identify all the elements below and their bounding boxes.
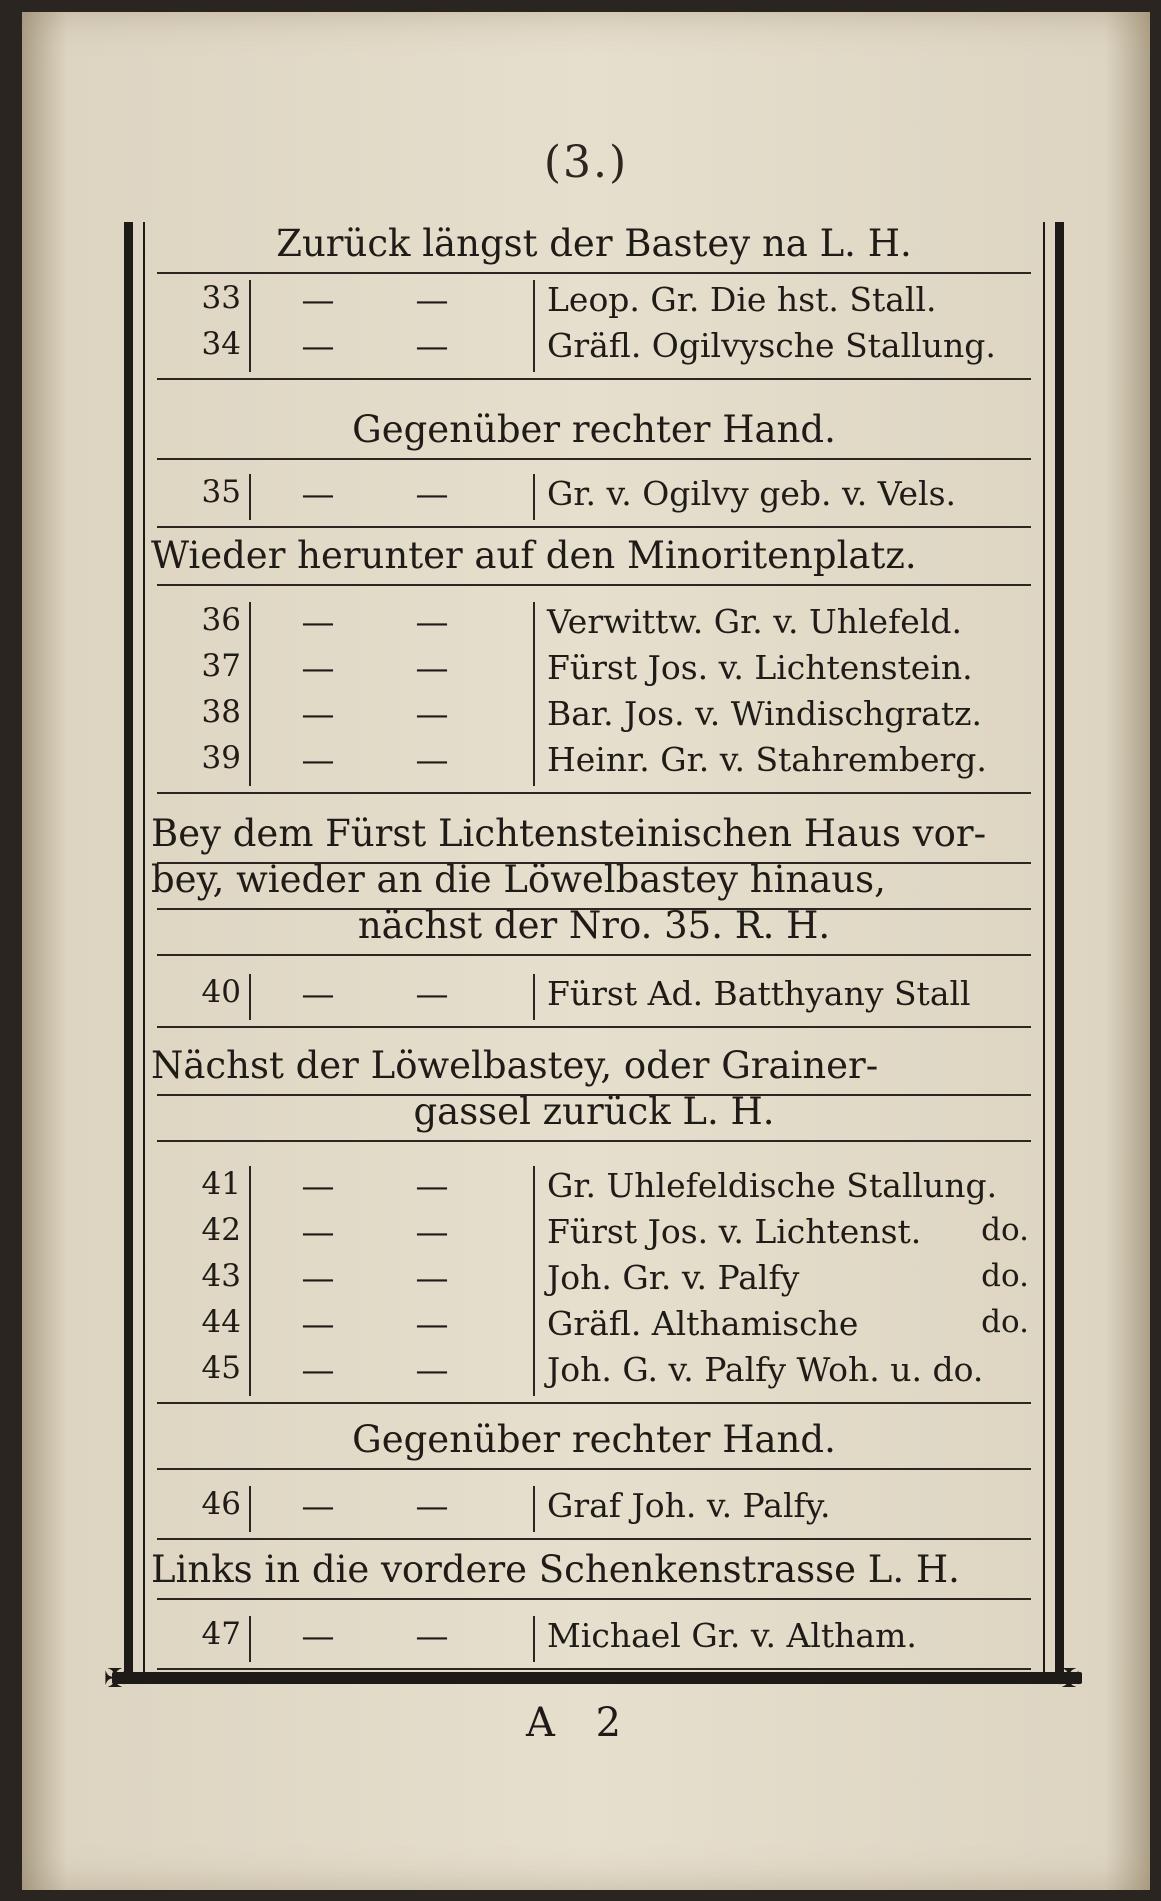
entry-number: 40	[201, 974, 241, 1010]
ditto-dash: —	[301, 602, 335, 641]
owner-name: Graf Joh. v. Palfy.	[547, 1486, 831, 1525]
entry-number: 39	[201, 740, 241, 776]
owner-name: Joh. Gr. v. Palfy	[547, 1258, 800, 1297]
rule-line	[157, 792, 1031, 794]
owner-name: Joh. G. v. Palfy Woh. u. do.	[547, 1350, 984, 1389]
ditto-dash: —	[301, 1212, 335, 1251]
rule-line	[157, 458, 1031, 460]
register-table	[143, 222, 1045, 1672]
ditto-dash: —	[301, 1258, 335, 1297]
table-row	[145, 1212, 1043, 1256]
bottom-rule	[112, 1672, 1082, 1684]
owner-name: Bar. Jos. v. Windischgratz.	[547, 694, 982, 733]
rule-line	[157, 1468, 1031, 1470]
ditto-dash: —	[415, 326, 449, 365]
ditto-dash: —	[301, 474, 335, 513]
entry-number: 42	[201, 1212, 241, 1248]
owner-name: Fürst Jos. v. Lichtenstein.	[547, 648, 973, 687]
section-heading: Gegenüber rechter Hand.	[352, 408, 836, 451]
owner-name: Gräfl. Ogilvysche Stallung.	[547, 326, 996, 365]
ditto-dash: —	[415, 648, 449, 687]
section-heading: Links in die vordere Schenkenstrasse L. H.	[151, 1548, 960, 1591]
section-heading: gassel zurück L. H.	[413, 1090, 775, 1133]
section-heading: Wieder herunter auf den Minoritenplatz.	[151, 534, 917, 577]
entry-number: 47	[201, 1616, 241, 1652]
owner-name: Gräfl. Althamische	[547, 1304, 859, 1343]
owner-name: Heinr. Gr. v. Stahremberg.	[547, 740, 987, 779]
table-row	[145, 280, 1043, 324]
ditto-dash: —	[415, 602, 449, 641]
entry-number: 33	[201, 280, 241, 316]
entry-number: 45	[201, 1350, 241, 1386]
ditto-mark: do.	[981, 1258, 1029, 1294]
entry-number: 38	[201, 694, 241, 730]
owner-name: Fürst Ad. Batthyany Stall	[547, 974, 971, 1013]
ditto-dash: —	[301, 1304, 335, 1343]
table-frame	[124, 222, 1064, 1672]
table-row	[145, 1258, 1043, 1302]
section-heading: Nächst der Löwelbastey, oder Grainer-	[151, 1044, 879, 1087]
table-row	[145, 474, 1043, 518]
owner-name: Gr. v. Ogilvy geb. v. Vels.	[547, 474, 957, 513]
rule-line	[157, 272, 1031, 274]
entry-number: 41	[201, 1166, 241, 1202]
ditto-dash: —	[301, 326, 335, 365]
ditto-dash: —	[301, 1350, 335, 1389]
page-number: (3.)	[543, 137, 629, 188]
table-row	[145, 1616, 1043, 1660]
rule-line	[157, 526, 1031, 528]
entry-number: 46	[201, 1486, 241, 1522]
ditto-dash: —	[301, 740, 335, 779]
ditto-dash: —	[301, 280, 335, 319]
ditto-dash: —	[415, 974, 449, 1013]
owner-name: Leop. Gr. Die hst. Stall.	[547, 280, 937, 319]
table-row	[145, 1486, 1043, 1530]
table-row	[145, 1304, 1043, 1348]
section-heading: bey, wieder an die Löwelbastey hinaus,	[151, 858, 886, 901]
ditto-dash: —	[415, 1486, 449, 1525]
ditto-dash: —	[415, 1258, 449, 1297]
section-heading: Gegenüber rechter Hand.	[352, 1418, 836, 1461]
rule-line	[157, 954, 1031, 956]
signature-mark: A 2	[525, 1700, 636, 1746]
rule-line	[157, 1598, 1031, 1600]
rule-line	[157, 584, 1031, 586]
entry-number: 37	[201, 648, 241, 684]
table-row	[145, 602, 1043, 646]
rule-line	[157, 1140, 1031, 1142]
ditto-dash: —	[301, 694, 335, 733]
entry-number: 35	[201, 474, 241, 510]
entry-number: 34	[201, 326, 241, 362]
owner-name: Verwittw. Gr. v. Uhlefeld.	[547, 602, 962, 641]
table-row	[145, 974, 1043, 1018]
owner-name: Fürst Jos. v. Lichtenst.	[547, 1212, 922, 1251]
ditto-mark: do.	[981, 1212, 1029, 1248]
section-heading: Bey dem Fürst Lichtensteinischen Haus vor-	[151, 812, 987, 855]
ditto-dash: —	[301, 1166, 335, 1205]
owner-name: Gr. Uhlefeldische Stallung.	[547, 1166, 998, 1205]
rule-line	[157, 378, 1031, 380]
ditto-dash: —	[301, 1616, 335, 1655]
entry-number: 36	[201, 602, 241, 638]
ditto-mark: do.	[981, 1304, 1029, 1340]
table-row	[145, 648, 1043, 692]
corner-ornament-left-icon: ✠	[104, 1664, 126, 1694]
rule-line	[157, 1668, 1031, 1670]
entry-number: 44	[201, 1304, 241, 1340]
ditto-dash: —	[415, 1212, 449, 1251]
table-row	[145, 1166, 1043, 1210]
section-heading: nächst der Nro. 35. R. H.	[357, 904, 831, 947]
ditto-dash: —	[415, 1304, 449, 1343]
corner-ornament-right-icon: ✠	[1058, 1664, 1080, 1694]
table-row	[145, 694, 1043, 738]
section-heading: Zurück längst der Bastey na L. H.	[276, 222, 912, 265]
ditto-dash: —	[415, 1350, 449, 1389]
entry-number: 43	[201, 1258, 241, 1294]
table-row	[145, 740, 1043, 784]
ditto-dash: —	[415, 694, 449, 733]
ditto-dash: —	[415, 1616, 449, 1655]
table-row	[145, 326, 1043, 370]
owner-name: Michael Gr. v. Altham.	[547, 1616, 917, 1655]
rule-line	[157, 1538, 1031, 1540]
ditto-dash: —	[415, 1166, 449, 1205]
ditto-dash: —	[301, 648, 335, 687]
rule-line	[157, 1402, 1031, 1404]
ditto-dash: —	[415, 280, 449, 319]
ditto-dash: —	[301, 1486, 335, 1525]
ditto-dash: —	[415, 474, 449, 513]
ditto-dash: —	[415, 740, 449, 779]
ditto-dash: —	[301, 974, 335, 1013]
table-row	[145, 1350, 1043, 1394]
rule-line	[157, 1026, 1031, 1028]
